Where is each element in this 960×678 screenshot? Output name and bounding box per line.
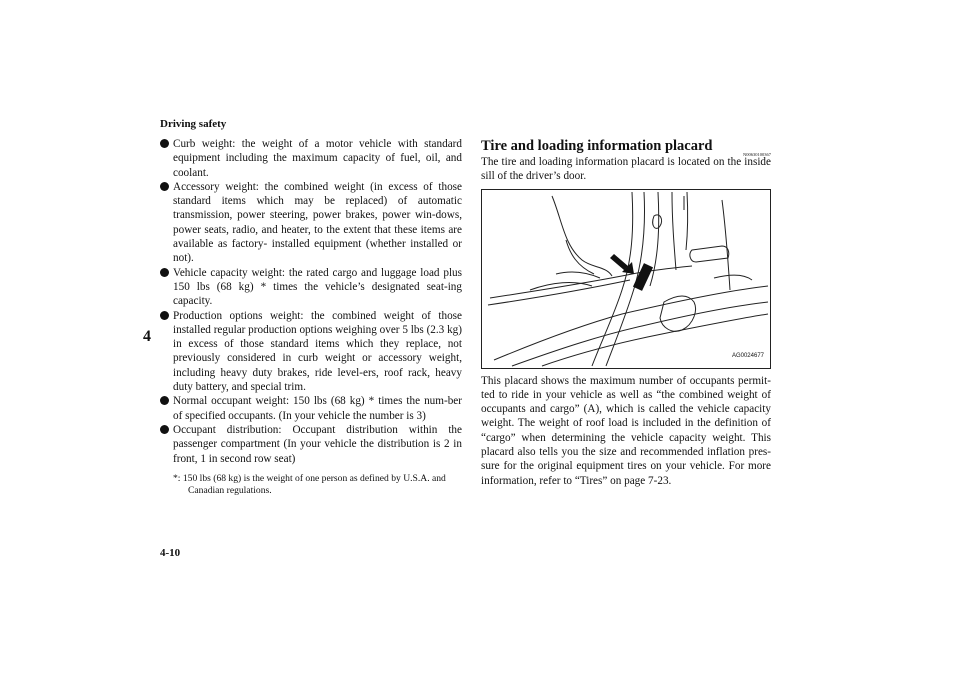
section-tab-number: 4: [143, 328, 151, 345]
list-item-text: Production options weight: the combined weight of those installed regular production options weighing over 5 lbs (2.3 kg) in excess of those standard items which they replace, not previously considered in curb weight or accessory weight, including heavy duty brakes, ride level-ers, roof rack, heavy duty battery, and special trim.: [173, 309, 462, 394]
list-item-text: Accessory weight: the combined weight (in excess of those standard items which may be replaced) of automatic transmission, power steering, power brakes, power win-dows, power seats, radio, and heater, to the extent that these items are available as factory- installed equipment (whether installed or not).: [173, 180, 462, 265]
placard-label-mark: [633, 263, 653, 291]
list-item: [160, 394, 462, 423]
bullet-icon: [160, 425, 169, 434]
definition-list: [160, 137, 462, 466]
list-item-text: Occupant distribution: Occupant distribution within the passenger compartment (In your vehicle the distribution is 2 in front, 1 in second row seat): [173, 423, 462, 465]
right-column: [481, 137, 771, 488]
intro-paragraph: The tire and loading information placard is located on the inside sill of the driver’s door.: [481, 156, 771, 183]
bullet-icon: [160, 311, 169, 320]
list-item: [160, 137, 462, 180]
list-item-text: Vehicle capacity weight: the rated cargo and luggage load plus 150 lbs (68 kg) * times the vehicle’s designated seat-ing capacity.: [173, 266, 462, 308]
bullet-icon: [160, 268, 169, 277]
section-title: [481, 137, 771, 155]
list-item-text: Curb weight: the weight of a motor vehicle with standard equipment including the maximum capacity of fuel, oil, and coolant.: [173, 138, 462, 179]
bullet-icon: [160, 139, 169, 148]
bullet-icon: [160, 396, 169, 405]
running-header: Driving safety: [160, 118, 227, 130]
list-item: [160, 309, 462, 395]
list-item: [160, 266, 462, 309]
list-item-text: Normal occupant weight: 150 lbs (68 kg) * times the num-ber of specified occupants. (In your vehicle the number is 3): [173, 395, 462, 422]
list-item: [160, 180, 462, 266]
footnote: [160, 473, 462, 497]
section-title-text: Tire and loading information placard: [481, 138, 713, 154]
left-column: [160, 137, 462, 497]
footnote-text: *: 150 lbs (68 kg) is the weight of one person as defined by U.S.A. and Canadian regulations.: [173, 472, 446, 496]
door-sill-illustration: [482, 190, 770, 368]
page-number: 4-10: [160, 547, 181, 559]
figure-code: AG0024677: [731, 353, 764, 360]
bullet-icon: [160, 182, 169, 191]
section-code: N00630100367: [743, 152, 771, 157]
list-item: [160, 423, 462, 466]
placard-location-figure: [481, 189, 771, 369]
body-paragraph: This placard shows the maximum number of occupants permit-ted to ride in your vehicle as well as “the combined weight of occupants and cargo” (A), which is called the vehicle capacity weight. The weight of roof load is included in the definition of “cargo” when determining the vehicle capacity weight. This placard also tells you the size and recommended inflation pres-sure for the original equipment tires on your vehicle. For more information, refer to “Tires” on page 7-23.: [481, 374, 771, 487]
